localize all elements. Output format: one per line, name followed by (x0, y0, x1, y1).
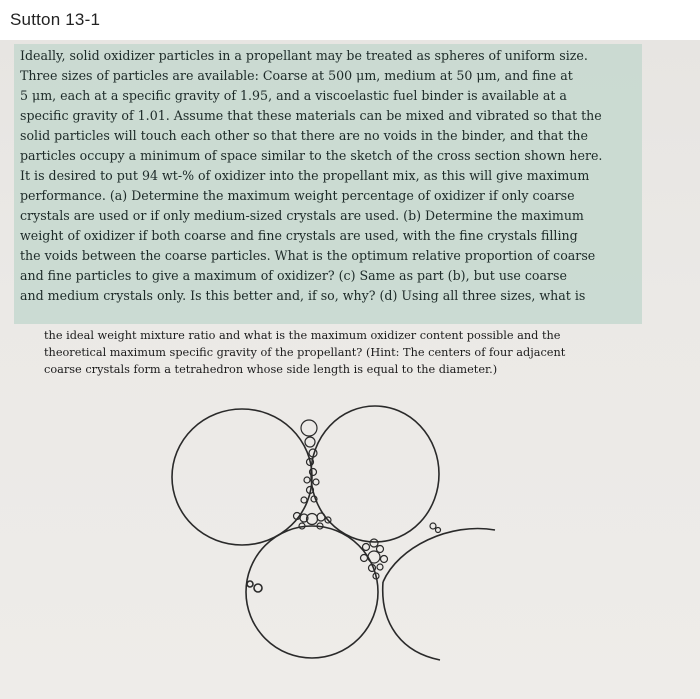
text-line: 5 μm, each at a specific gravity of 1.95, and a viscoelastic fuel binder is available at a (20, 88, 567, 103)
medium-circle (301, 420, 317, 436)
text-line: theoretical maximum specific gravity of the propellant? (Hint: The centers of four adjacent (44, 346, 566, 359)
fine-circle (301, 497, 307, 503)
text-line: It is desired to put 94 wt-% of oxidizer into the propellant mix, as this will give maximum (20, 168, 590, 183)
textbook-photo (0, 40, 700, 699)
fine-circle (436, 528, 441, 533)
coarse-circle (246, 526, 378, 658)
fine-circle (254, 584, 262, 592)
fine-circle (363, 544, 370, 551)
fine-circle (317, 513, 325, 521)
particle-cross-section-sketch (150, 402, 530, 672)
text-line: coarse crystals form a tetrahedron whose side length is equal to the diameter.) (44, 363, 498, 376)
text-line: the voids between the coarse particles. What is the optimum relative proportion of coarse (20, 248, 596, 263)
fine-circle (370, 539, 378, 547)
text-line: Ideally, solid oxidizer particles in a propellant may be treated as spheres of uniform size. (20, 48, 588, 63)
fine-circle (377, 564, 383, 570)
text-line: and medium crystals only. Is this better and, if so, why? (d) Using all three sizes, what is (20, 288, 586, 303)
partial-coarse-arc (383, 582, 440, 660)
fine-circle (304, 477, 310, 483)
text-line: performance. (a) Determine the maximum weight percentage of oxidizer if only coarse (20, 188, 575, 203)
text-line: particles occupy a minimum of space similar to the sketch of the cross section shown here. (20, 148, 603, 163)
text-line: crystals are used or if only medium-sized crystals are used. (b) Determine the maximum (20, 208, 584, 223)
medium-circle (368, 551, 380, 563)
text-line: solid particles will touch each other so that there are no voids in the binder, and that the (20, 128, 588, 143)
text-line: the ideal weight mixture ratio and what is the maximum oxidizer content possible and the (44, 329, 561, 342)
coarse-circle (172, 409, 312, 545)
fine-circle (313, 479, 319, 485)
text-line: Three sizes of particles are available: Coarse at 500 μm, medium at 50 μm, and fine at (20, 68, 573, 83)
problem-title: Sutton 13-1 (10, 10, 101, 29)
fine-circle (381, 556, 388, 563)
text-line: specific gravity of 1.01. Assume that these materials can be mixed and vibrated so that the (20, 108, 602, 123)
continuation-paragraph (44, 327, 634, 378)
page-header (0, 0, 700, 44)
fine-circle (305, 437, 315, 447)
text-line: weight of oxidizer if both coarse and fine crystals are used, with the fine crystals filling (20, 228, 578, 243)
text-line: and fine particles to give a maximum of oxidizer? (c) Same as part (b), but use coarse (20, 268, 567, 283)
highlighted-paragraph (20, 46, 632, 306)
fine-circle (430, 523, 436, 529)
fine-circle (361, 555, 368, 562)
fine-circle (247, 581, 253, 587)
